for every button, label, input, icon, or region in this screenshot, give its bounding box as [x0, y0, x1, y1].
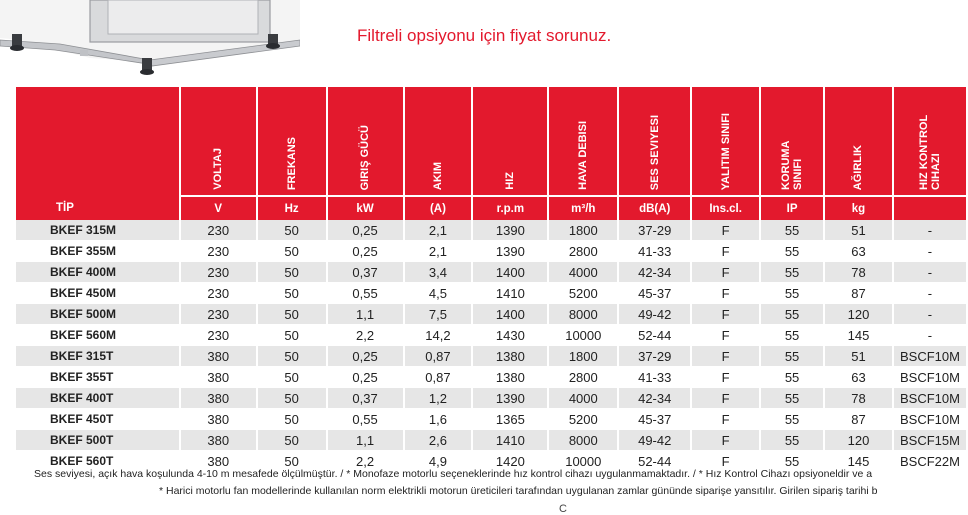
- value-cell: 230: [180, 262, 257, 283]
- value-cell: 50: [257, 304, 327, 325]
- value-cell: BSCF15M: [893, 430, 967, 451]
- value-cell: 41-33: [618, 367, 691, 388]
- units-row: [16, 196, 967, 220]
- table-row: [16, 325, 967, 346]
- value-cell: 55: [760, 325, 824, 346]
- value-cell: 1410: [472, 430, 548, 451]
- value-cell: 380: [180, 430, 257, 451]
- unit-airflow: m³/h: [548, 196, 618, 220]
- model-cell: BKEF 500T: [16, 430, 180, 451]
- value-cell: 50: [257, 367, 327, 388]
- value-cell: 0,25: [327, 346, 404, 367]
- value-cell: 41-33: [618, 241, 691, 262]
- model-cell: BKEF 450T: [16, 409, 180, 430]
- value-cell: -: [893, 283, 967, 304]
- model-cell: BKEF 355T: [16, 367, 180, 388]
- value-cell: 50: [257, 430, 327, 451]
- col-header-tip-top: [16, 87, 180, 196]
- value-cell: 0,37: [327, 388, 404, 409]
- col-header-tip: TİP: [16, 196, 180, 220]
- value-cell: 37-29: [618, 220, 691, 241]
- value-cell: 380: [180, 367, 257, 388]
- unit-frequency: Hz: [257, 196, 327, 220]
- value-cell: 51: [824, 346, 893, 367]
- value-cell: 8000: [548, 430, 618, 451]
- value-cell: 1400: [472, 262, 548, 283]
- value-cell: F: [691, 262, 760, 283]
- value-cell: 7,5: [404, 304, 473, 325]
- value-cell: BSCF10M: [893, 388, 967, 409]
- value-cell: 2,2: [327, 451, 404, 472]
- value-cell: 55: [760, 451, 824, 472]
- value-cell: 52-44: [618, 325, 691, 346]
- value-cell: 37-29: [618, 346, 691, 367]
- value-cell: 55: [760, 220, 824, 241]
- value-cell: 380: [180, 346, 257, 367]
- footnote-sound-measurement: Ses seviyesi, açık hava koşulunda 4-10 m mesafede ölçülmüştür. / * Monofaze motorlu seçeneklerinde hız kontrol cihazı uygulanmamaktadır. / * Hız Kontrol Cihazı opsiyoneldir ve a: [34, 468, 873, 480]
- value-cell: 4000: [548, 262, 618, 283]
- value-cell: 50: [257, 283, 327, 304]
- value-cell: 2,6: [404, 430, 473, 451]
- table-row: [16, 409, 967, 430]
- value-cell: 0,37: [327, 262, 404, 283]
- value-cell: 55: [760, 283, 824, 304]
- value-cell: 0,55: [327, 283, 404, 304]
- value-cell: BSCF22M: [893, 451, 967, 472]
- value-cell: 0,25: [327, 220, 404, 241]
- table-row: [16, 388, 967, 409]
- value-cell: 55: [760, 262, 824, 283]
- value-cell: 380: [180, 388, 257, 409]
- header-row: [16, 87, 967, 196]
- col-header-current: AKIM: [404, 87, 473, 196]
- value-cell: 4,9: [404, 451, 473, 472]
- unit-speed-controller: [893, 196, 967, 220]
- value-cell: 1390: [472, 241, 548, 262]
- model-cell: BKEF 315M: [16, 220, 180, 241]
- table-row: [16, 241, 967, 262]
- value-cell: F: [691, 409, 760, 430]
- value-cell: 380: [180, 451, 257, 472]
- value-cell: 63: [824, 367, 893, 388]
- value-cell: 55: [760, 430, 824, 451]
- model-cell: BKEF 315T: [16, 346, 180, 367]
- value-cell: 55: [760, 367, 824, 388]
- value-cell: 1380: [472, 346, 548, 367]
- value-cell: 50: [257, 409, 327, 430]
- value-cell: 145: [824, 451, 893, 472]
- value-cell: 0,25: [327, 367, 404, 388]
- value-cell: 52-44: [618, 451, 691, 472]
- value-cell: 55: [760, 346, 824, 367]
- table-row: [16, 262, 967, 283]
- footnote-price-changes: * Harici motorlu fan modellerinde kullanılan norm elektrikli motorun üreticileri tarafından uygulanan zamlar gününde siparişe yansıtılır. Girilen sipariş tarihi b: [159, 485, 878, 497]
- table-row: [16, 430, 967, 451]
- model-cell: BKEF 400T: [16, 388, 180, 409]
- table-row: [16, 283, 967, 304]
- value-cell: 14,2: [404, 325, 473, 346]
- col-header-voltage: VOLTAJ: [180, 87, 257, 196]
- value-cell: BSCF10M: [893, 409, 967, 430]
- value-cell: -: [893, 220, 967, 241]
- value-cell: 49-42: [618, 430, 691, 451]
- value-cell: -: [893, 241, 967, 262]
- value-cell: 45-37: [618, 283, 691, 304]
- value-cell: 51: [824, 220, 893, 241]
- value-cell: 2,1: [404, 220, 473, 241]
- value-cell: 55: [760, 241, 824, 262]
- unit-sound-level: dB(A): [618, 196, 691, 220]
- value-cell: F: [691, 304, 760, 325]
- value-cell: 1,1: [327, 430, 404, 451]
- value-cell: 145: [824, 325, 893, 346]
- unit-protection-class: IP: [760, 196, 824, 220]
- value-cell: F: [691, 388, 760, 409]
- value-cell: 120: [824, 430, 893, 451]
- value-cell: 1,2: [404, 388, 473, 409]
- value-cell: 50: [257, 325, 327, 346]
- value-cell: F: [691, 283, 760, 304]
- value-cell: 50: [257, 346, 327, 367]
- value-cell: 50: [257, 262, 327, 283]
- value-cell: 1800: [548, 346, 618, 367]
- value-cell: 2,1: [404, 241, 473, 262]
- value-cell: 50: [257, 220, 327, 241]
- value-cell: -: [893, 304, 967, 325]
- value-cell: 0,87: [404, 346, 473, 367]
- page-mark: C: [559, 503, 567, 515]
- value-cell: 1380: [472, 367, 548, 388]
- table-row: [16, 304, 967, 325]
- value-cell: 42-34: [618, 262, 691, 283]
- value-cell: 78: [824, 388, 893, 409]
- value-cell: F: [691, 220, 760, 241]
- value-cell: 230: [180, 241, 257, 262]
- col-header-input-power: GIRIŞ GÜCÜ: [327, 87, 404, 196]
- value-cell: 120: [824, 304, 893, 325]
- col-header-speed-controller: HIZ KONTROL CIHAZI: [893, 87, 967, 196]
- unit-voltage: V: [180, 196, 257, 220]
- value-cell: 0,25: [327, 241, 404, 262]
- value-cell: 63: [824, 241, 893, 262]
- value-cell: 5200: [548, 283, 618, 304]
- table-row: [16, 367, 967, 388]
- value-cell: 55: [760, 388, 824, 409]
- value-cell: F: [691, 325, 760, 346]
- value-cell: BSCF10M: [893, 346, 967, 367]
- value-cell: 4000: [548, 388, 618, 409]
- value-cell: 1420: [472, 451, 548, 472]
- value-cell: 1410: [472, 283, 548, 304]
- unit-speed: r.p.m: [472, 196, 548, 220]
- value-cell: F: [691, 346, 760, 367]
- col-header-sound-level: SES SEVIYESI: [618, 87, 691, 196]
- col-header-protection-class: KORUMA SINIFI: [760, 87, 824, 196]
- value-cell: 50: [257, 241, 327, 262]
- value-cell: 1,6: [404, 409, 473, 430]
- value-cell: 230: [180, 325, 257, 346]
- value-cell: 42-34: [618, 388, 691, 409]
- value-cell: BSCF10M: [893, 367, 967, 388]
- col-header-speed: HIZ: [472, 87, 548, 196]
- value-cell: 3,4: [404, 262, 473, 283]
- model-cell: BKEF 355M: [16, 241, 180, 262]
- value-cell: 0,87: [404, 367, 473, 388]
- value-cell: 230: [180, 283, 257, 304]
- value-cell: 50: [257, 388, 327, 409]
- value-cell: 0,55: [327, 409, 404, 430]
- unit-input-power: kW: [327, 196, 404, 220]
- value-cell: 4,5: [404, 283, 473, 304]
- value-cell: 230: [180, 220, 257, 241]
- value-cell: 5200: [548, 409, 618, 430]
- value-cell: -: [893, 262, 967, 283]
- model-cell: BKEF 400M: [16, 262, 180, 283]
- value-cell: 87: [824, 409, 893, 430]
- table-row: [16, 346, 967, 367]
- filter-option-note: Filtreli opsiyonu için fiyat sorunuz.: [357, 26, 612, 45]
- value-cell: F: [691, 430, 760, 451]
- unit-weight: kg: [824, 196, 893, 220]
- value-cell: F: [691, 241, 760, 262]
- value-cell: 1365: [472, 409, 548, 430]
- value-cell: F: [691, 451, 760, 472]
- col-header-airflow: HAVA DEBISI: [548, 87, 618, 196]
- value-cell: 1,1: [327, 304, 404, 325]
- spec-table: [16, 87, 968, 472]
- value-cell: 10000: [548, 325, 618, 346]
- unit-insulation-class: Ins.cl.: [691, 196, 760, 220]
- col-header-insulation-class: YALITIM SINIFI: [691, 87, 760, 196]
- model-cell: BKEF 560M: [16, 325, 180, 346]
- value-cell: 1430: [472, 325, 548, 346]
- model-cell: BKEF 560T: [16, 451, 180, 472]
- value-cell: 55: [760, 304, 824, 325]
- value-cell: 2800: [548, 241, 618, 262]
- value-cell: 1400: [472, 304, 548, 325]
- product-photo: [0, 0, 300, 82]
- value-cell: 50: [257, 451, 327, 472]
- value-cell: -: [893, 325, 967, 346]
- value-cell: 10000: [548, 451, 618, 472]
- value-cell: 1390: [472, 388, 548, 409]
- value-cell: 78: [824, 262, 893, 283]
- unit-current: (A): [404, 196, 473, 220]
- value-cell: 2,2: [327, 325, 404, 346]
- table-row: [16, 220, 967, 241]
- value-cell: 1390: [472, 220, 548, 241]
- value-cell: 87: [824, 283, 893, 304]
- value-cell: 2800: [548, 367, 618, 388]
- col-header-weight: AĞIRLIK: [824, 87, 893, 196]
- value-cell: 380: [180, 409, 257, 430]
- col-header-frequency: FREKANS: [257, 87, 327, 196]
- value-cell: 55: [760, 409, 824, 430]
- model-cell: BKEF 450M: [16, 283, 180, 304]
- value-cell: F: [691, 367, 760, 388]
- value-cell: 45-37: [618, 409, 691, 430]
- model-cell: BKEF 500M: [16, 304, 180, 325]
- value-cell: 230: [180, 304, 257, 325]
- value-cell: 49-42: [618, 304, 691, 325]
- value-cell: 1800: [548, 220, 618, 241]
- value-cell: 8000: [548, 304, 618, 325]
